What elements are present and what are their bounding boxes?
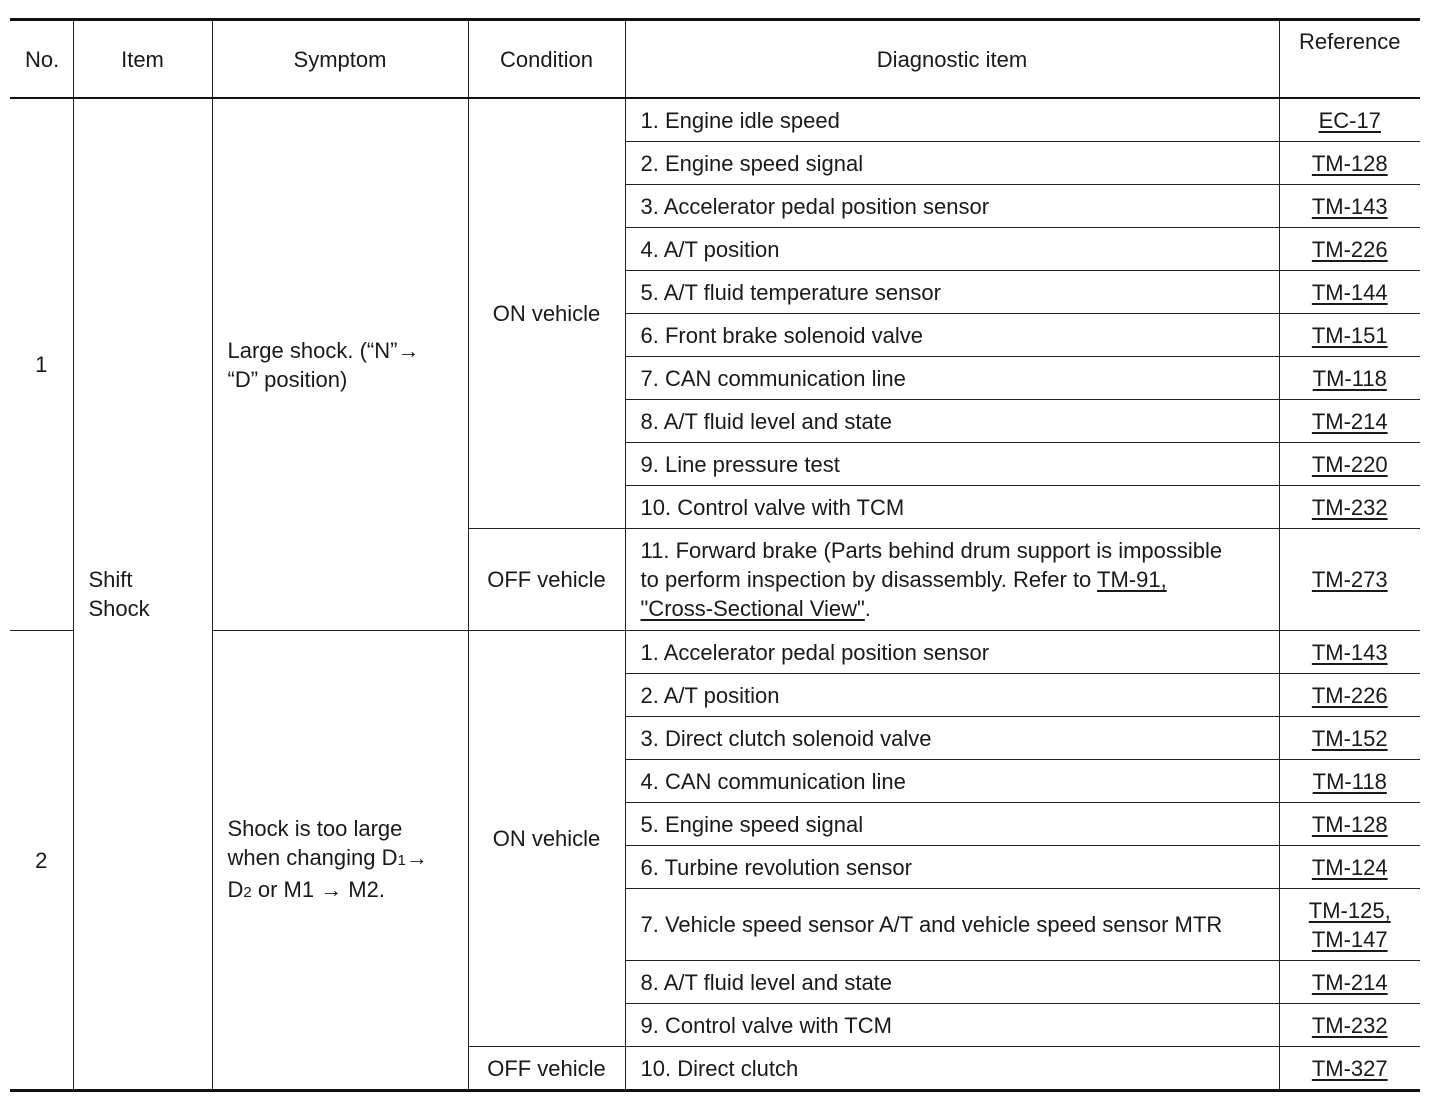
group2-condition-on: ON vehicle bbox=[468, 631, 625, 1047]
header-diagnostic-item: Diagnostic item bbox=[625, 20, 1279, 99]
diagnostic-item: 6. Turbine revolution sensor bbox=[625, 846, 1279, 889]
diagnostic-item: 6. Front brake solenoid valve bbox=[625, 314, 1279, 357]
diagnostic-item: 7. CAN communication line bbox=[625, 357, 1279, 400]
reference-cell bbox=[1279, 314, 1420, 357]
reference-cell bbox=[1279, 271, 1420, 314]
diagnostic-item: 2. Engine speed signal bbox=[625, 142, 1279, 185]
reference-cell bbox=[1279, 889, 1420, 961]
group1-symptom-line2: “D” position) bbox=[227, 366, 348, 392]
reference-cell bbox=[1279, 529, 1420, 631]
reference-link[interactable]: TM-124 bbox=[1311, 854, 1388, 880]
diagnostic-item: 9. Control valve with TCM bbox=[625, 1004, 1279, 1047]
cross-ref-link-tm91[interactable]: TM-91, bbox=[1097, 567, 1167, 592]
forward-brake-line1: 11. Forward brake (Parts behind drum support is impossible bbox=[640, 538, 1223, 563]
header-condition: Condition bbox=[468, 20, 625, 99]
reference-cell bbox=[1279, 400, 1420, 443]
diagnostic-item: 4. CAN communication line bbox=[625, 760, 1279, 803]
diagnostic-item: 4. A/T position bbox=[625, 228, 1279, 271]
diagnostic-item: 10. Direct clutch bbox=[625, 1047, 1279, 1091]
diagnostic-item: 7. Vehicle speed sensor A/T and vehicle speed sensor MTR bbox=[625, 889, 1279, 961]
table-row bbox=[10, 631, 1420, 674]
forward-brake-end: . bbox=[864, 596, 871, 621]
reference-link-tm147[interactable]: TM-147 bbox=[1311, 926, 1388, 952]
reference-link[interactable]: EC-17 bbox=[1318, 107, 1381, 133]
reference-link[interactable]: TM-214 bbox=[1311, 969, 1388, 995]
reference-link[interactable]: TM-226 bbox=[1311, 682, 1388, 708]
reference-link[interactable]: TM-152 bbox=[1311, 725, 1388, 751]
reference-link[interactable]: TM-143 bbox=[1311, 639, 1388, 665]
forward-brake-line2: to perform inspection by disassembly. Refer to bbox=[640, 567, 1092, 592]
group2-symptom-line3b: or M1 → M2. bbox=[251, 876, 385, 902]
group2-number: 2 bbox=[10, 631, 73, 1091]
reference-link[interactable]: TM-143 bbox=[1311, 193, 1388, 219]
reference-cell bbox=[1279, 1004, 1420, 1047]
group1-condition-off: OFF vehicle bbox=[468, 529, 625, 631]
item-line2: Shock bbox=[88, 596, 150, 621]
reference-link[interactable]: TM-273 bbox=[1311, 567, 1388, 592]
reference-cell bbox=[1279, 760, 1420, 803]
reference-cell bbox=[1279, 228, 1420, 271]
diagnostic-item: 8. A/T fluid level and state bbox=[625, 400, 1279, 443]
reference-link[interactable]: TM-118 bbox=[1312, 365, 1387, 391]
diagnostic-item: 10. Control valve with TCM bbox=[625, 486, 1279, 529]
group1-number: 1 bbox=[10, 98, 73, 631]
reference-link[interactable]: TM-220 bbox=[1311, 451, 1388, 477]
reference-cell bbox=[1279, 486, 1420, 529]
diagnosis-table bbox=[10, 18, 1420, 1092]
diagnostic-item: 1. Engine idle speed bbox=[625, 98, 1279, 142]
reference-cell bbox=[1279, 803, 1420, 846]
arrow: → bbox=[405, 844, 428, 870]
reference-link[interactable]: TM-118 bbox=[1312, 768, 1387, 794]
reference-cell bbox=[1279, 443, 1420, 486]
item-shift-shock bbox=[73, 98, 212, 1091]
header-no: No. bbox=[10, 20, 73, 99]
reference-cell bbox=[1279, 142, 1420, 185]
subscript-2: 2 bbox=[243, 883, 252, 901]
group2-symptom-line3a: D bbox=[227, 876, 244, 902]
diagnostic-item: 8. A/T fluid level and state bbox=[625, 961, 1279, 1004]
reference-cell bbox=[1279, 185, 1420, 228]
reference-link[interactable]: TM-226 bbox=[1311, 236, 1388, 262]
header-row bbox=[10, 20, 1420, 99]
group1-symptom-line1: Large shock. (“N”→ bbox=[227, 337, 420, 363]
group2-symptom-line2: when changing D bbox=[227, 844, 398, 870]
reference-cell bbox=[1279, 631, 1420, 674]
group2-symptom-line1: Shock is too large bbox=[227, 815, 403, 841]
header-item: Item bbox=[73, 20, 212, 99]
diagnostic-item-forward-brake bbox=[625, 529, 1279, 631]
header-reference: Reference bbox=[1279, 20, 1420, 99]
reference-link[interactable]: TM-232 bbox=[1311, 494, 1388, 520]
group1-symptom bbox=[212, 98, 468, 631]
reference-cell bbox=[1279, 846, 1420, 889]
table-row bbox=[10, 98, 1420, 142]
reference-cell bbox=[1279, 357, 1420, 400]
reference-link[interactable]: TM-144 bbox=[1311, 279, 1388, 305]
header-symptom: Symptom bbox=[212, 20, 468, 99]
reference-cell bbox=[1279, 961, 1420, 1004]
reference-link[interactable]: TM-151 bbox=[1311, 322, 1388, 348]
reference-cell bbox=[1279, 98, 1420, 142]
item-line1: Shift bbox=[88, 567, 133, 592]
diagnostic-item: 3. Accelerator pedal position sensor bbox=[625, 185, 1279, 228]
reference-link[interactable]: TM-214 bbox=[1311, 408, 1388, 434]
diagnostic-item: 1. Accelerator pedal position sensor bbox=[625, 631, 1279, 674]
reference-link[interactable]: TM-327 bbox=[1311, 1055, 1388, 1081]
reference-link-tm125[interactable]: TM-125, bbox=[1308, 897, 1391, 923]
diagnostic-item: 2. A/T position bbox=[625, 674, 1279, 717]
diagnostic-item: 5. A/T fluid temperature sensor bbox=[625, 271, 1279, 314]
cross-sectional-view-link[interactable]: "Cross-Sectional View" bbox=[640, 596, 865, 621]
reference-cell bbox=[1279, 717, 1420, 760]
reference-link[interactable]: TM-232 bbox=[1311, 1012, 1388, 1038]
diagnostic-item: 3. Direct clutch solenoid valve bbox=[625, 717, 1279, 760]
subscript-1: 1 bbox=[397, 851, 406, 869]
reference-link[interactable]: TM-128 bbox=[1311, 150, 1388, 176]
diagnostic-item: 9. Line pressure test bbox=[625, 443, 1279, 486]
group2-condition-off: OFF vehicle bbox=[468, 1047, 625, 1091]
group1-condition-on: ON vehicle bbox=[468, 98, 625, 529]
diagnostic-item: 5. Engine speed signal bbox=[625, 803, 1279, 846]
reference-cell bbox=[1279, 674, 1420, 717]
group2-symptom bbox=[212, 631, 468, 1091]
reference-cell bbox=[1279, 1047, 1420, 1091]
reference-link[interactable]: TM-128 bbox=[1311, 811, 1388, 837]
